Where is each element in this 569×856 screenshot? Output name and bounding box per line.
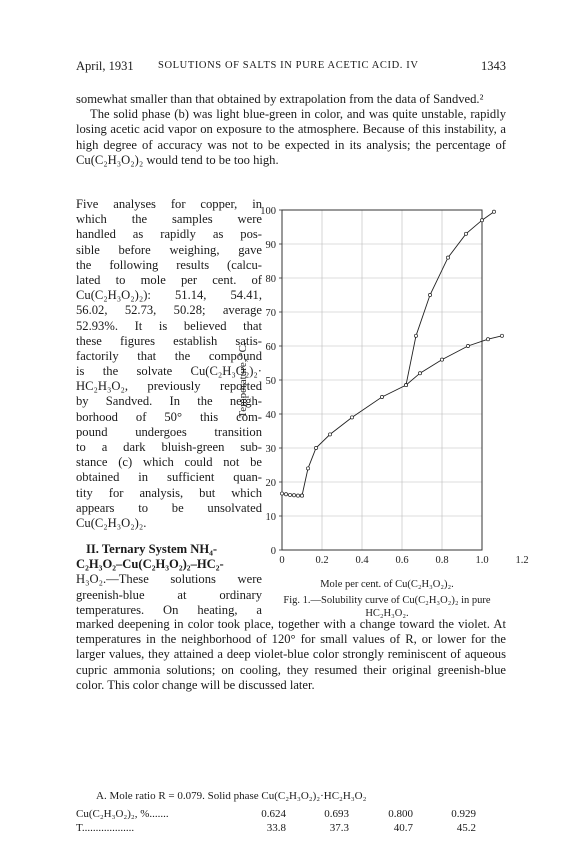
text-line: C₂H₃O₂–Cu(C₂H₃O₂)₂–HC₂- bbox=[76, 557, 224, 572]
y-tick-label: 40 bbox=[265, 410, 276, 421]
text-line: stance (c) which could not be bbox=[76, 455, 262, 470]
data-point bbox=[350, 416, 353, 419]
data-point bbox=[428, 293, 431, 296]
text-line: H₃O₂.—These solutions were bbox=[76, 572, 262, 587]
y-tick-label: 10 bbox=[265, 512, 276, 523]
data-point bbox=[486, 338, 489, 341]
text-line: which the samples were bbox=[76, 212, 262, 227]
y-tick-label: 50 bbox=[265, 376, 276, 387]
body-top bbox=[76, 92, 506, 168]
header-running-title: SOLUTIONS OF SALTS IN PURE ACETIC ACID. IV bbox=[158, 60, 419, 71]
x-tick-label: 0.2 bbox=[315, 555, 329, 566]
data-point bbox=[404, 384, 407, 387]
y-tick-label: 20 bbox=[265, 478, 276, 489]
text-line: 56.02, 52.73, 50.28; average bbox=[76, 303, 262, 318]
x-tick-label: 1.0 bbox=[475, 555, 489, 566]
x-tick-label: 0.6 bbox=[395, 555, 409, 566]
y-tick-label: 0 bbox=[270, 546, 276, 557]
text-line: is the solvate Cu(C₂H₃O₂)₂· bbox=[76, 364, 262, 379]
data-point bbox=[446, 256, 449, 259]
text-line: these figures establish satis- bbox=[76, 333, 262, 348]
table-cell: 0.800 bbox=[388, 808, 413, 820]
table-cell: 45.2 bbox=[456, 822, 476, 834]
y-tick-label: 70 bbox=[265, 308, 276, 319]
text-line: sible before weighing, gave bbox=[76, 242, 262, 257]
data-point bbox=[500, 334, 503, 337]
text-line: pound undergoes transition bbox=[76, 424, 262, 439]
figure-caption-line1: Fig. 1.—Solubility curve of Cu(C₂H₃O₂)₂ in pure bbox=[283, 595, 491, 606]
text-line: HC₂H₃O₂, previously reported bbox=[76, 379, 262, 394]
section-heading: II. Ternary System NH₄- bbox=[86, 542, 218, 556]
data-point bbox=[328, 433, 331, 436]
data-point bbox=[306, 467, 309, 470]
x-tick-label: 0 bbox=[279, 555, 285, 566]
table-cell: 40.7 bbox=[393, 822, 413, 834]
table-cell: 0.929 bbox=[451, 808, 476, 820]
paragraph-2: The solid phase (b) was light blue-green in color, and was quite unstable, rapidly losing acetic acid vapor on exposure to the atmosphere. Because of this instability, a high degree of accuracy was not to be expected in its analysis; the percentage of Cu(C₂H₃O₂)₂ would tend to be too high. bbox=[76, 107, 506, 167]
y-tick-label: 60 bbox=[265, 342, 276, 353]
data-point bbox=[480, 219, 483, 222]
data-point bbox=[292, 494, 295, 497]
x-tick-label: 0.8 bbox=[435, 555, 449, 566]
text-line: temperatures. On heating, a bbox=[76, 602, 262, 617]
body-bottom bbox=[76, 617, 506, 693]
x-tick-label: 0.4 bbox=[355, 555, 369, 566]
text-line: 52.93%. It is believed that bbox=[76, 318, 262, 333]
text-line: borhood of 50° this com- bbox=[76, 409, 262, 424]
y-tick-label: 30 bbox=[265, 444, 276, 455]
data-point bbox=[466, 344, 469, 347]
text-line: by Sandved. In the neigh- bbox=[76, 394, 262, 409]
header-page-number: 1343 bbox=[481, 59, 506, 73]
text-line: Five analyses for copper, in bbox=[76, 197, 262, 211]
running-header bbox=[76, 59, 506, 75]
text-line: obtained in sufficient quan- bbox=[76, 470, 262, 485]
y-axis-label: Temperature, °C. bbox=[237, 342, 249, 418]
text-line: lated to mole per cent. of bbox=[76, 272, 262, 287]
data-point bbox=[288, 493, 291, 496]
text-line: Cu(C₂H₃O₂)₂): 51.14, 54.41, bbox=[76, 288, 262, 303]
table-cell: 0.693 bbox=[324, 808, 349, 820]
y-tick-label: 80 bbox=[265, 274, 276, 285]
data-point bbox=[414, 334, 417, 337]
table-cell: 0.624 bbox=[261, 808, 286, 820]
text-line: handled as rapidly as pos- bbox=[76, 227, 262, 242]
data-point bbox=[284, 493, 287, 496]
y-tick-label: 100 bbox=[260, 206, 276, 217]
x-axis-label: Mole per cent. of Cu(C₂H₃O₂)₂. bbox=[320, 579, 454, 590]
section-ii bbox=[76, 542, 262, 618]
paragraph-3: marked deepening in color took place, together with a change toward the violet. At temperatures in the neighborhood of 120° for small values of R, or lower for the larger values, they attained a deep violet-blue color strongly reminiscent of aqueous cupric ammonia solutions; on cooling, they resumed their original greenish-blue color. This color change will be discussed later. bbox=[76, 617, 506, 692]
x-tick-label: 1.2 bbox=[515, 555, 529, 566]
table-title: A. Mole ratio R = 0.079. Solid phase Cu(C₂H₃O₂)₂·HC₂H₃O₂ bbox=[96, 790, 367, 802]
paragraph-1: somewhat smaller than that obtained by extrapolation from the data of Sandved.² bbox=[76, 92, 484, 106]
data-point bbox=[464, 232, 467, 235]
text-line: factorily that the compound bbox=[76, 348, 262, 363]
text-line: appears to be unsolvated bbox=[76, 500, 262, 515]
data-point bbox=[440, 358, 443, 361]
data-point bbox=[492, 210, 495, 213]
text-line: the following results (calcu- bbox=[76, 257, 262, 272]
data-point bbox=[296, 494, 299, 497]
figure-caption-line2: HC₂H₃O₂. bbox=[365, 608, 409, 619]
solubility-chart bbox=[232, 196, 529, 576]
data-point bbox=[314, 446, 317, 449]
data-point bbox=[380, 395, 383, 398]
data-point bbox=[280, 492, 283, 495]
table-row-label: Cu(C₂H₃O₂)₂, %....... bbox=[76, 808, 169, 820]
y-tick-label: 90 bbox=[265, 240, 276, 251]
table-row-label: T................... bbox=[76, 822, 135, 834]
table-cell: 37.3 bbox=[329, 822, 349, 834]
series-line bbox=[406, 212, 494, 385]
data-point bbox=[300, 494, 303, 497]
text-line: greenish-blue at ordinary bbox=[76, 587, 262, 602]
text-line: Cu(C₂H₃O₂)₂. bbox=[76, 515, 147, 530]
text-line: to a dark bluish-green sub- bbox=[76, 440, 262, 454]
text-line: tity for analysis, but which bbox=[76, 485, 262, 500]
table-cell: 33.8 bbox=[266, 822, 286, 834]
data-point bbox=[418, 372, 421, 375]
header-date: April, 1931 bbox=[76, 59, 134, 73]
